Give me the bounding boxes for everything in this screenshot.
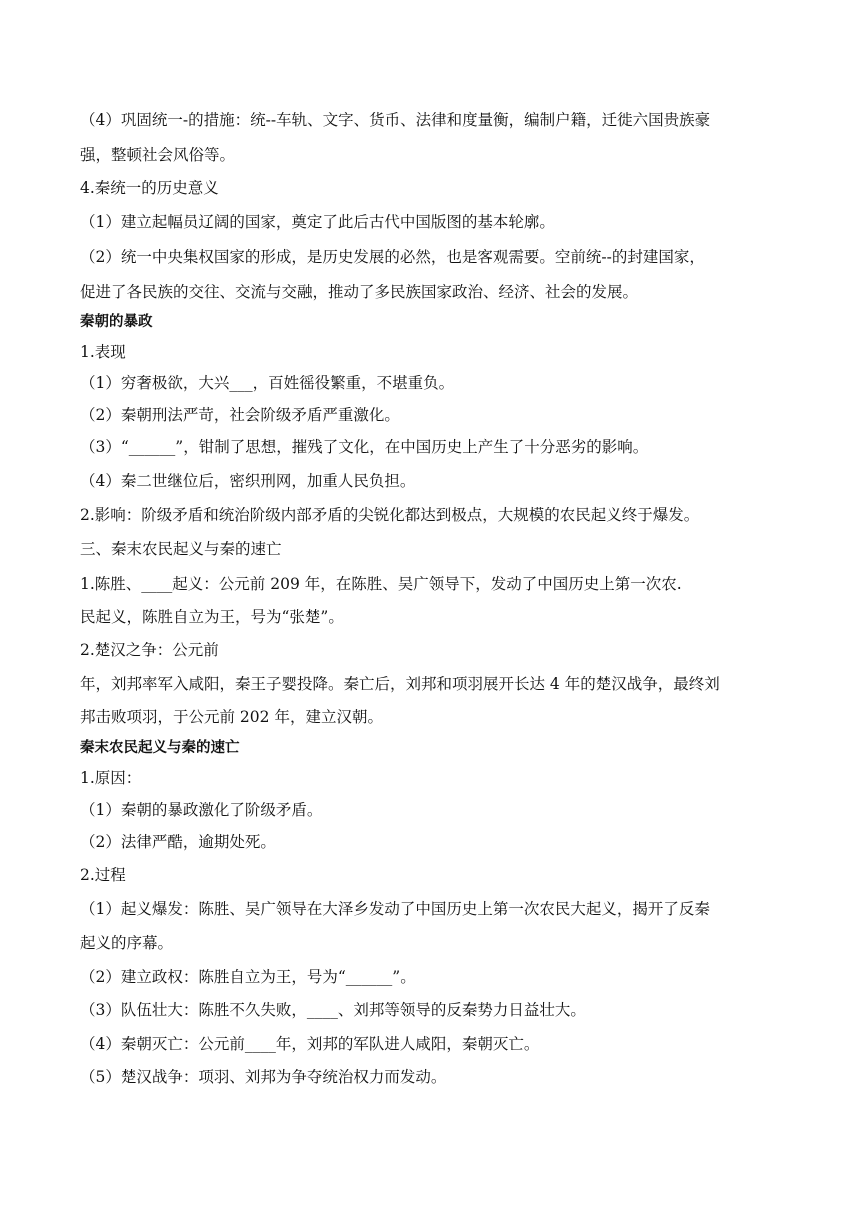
- section-heading: 三、秦末农民起义与秦的速亡: [80, 540, 282, 558]
- text-line: 年，刘邦率军入咸阳，秦王子婴投降。秦亡后，刘邦和项羽展开长达 4 年的楚汉战争，最终刘: [80, 675, 720, 693]
- section-heading: 2.过程: [80, 866, 126, 884]
- section-heading: 1.表现: [80, 343, 126, 361]
- text-line: （3）队伍壮大：陈胜不久失败，____、刘邦等领导的反秦势力日益壮大。: [80, 1001, 586, 1019]
- section-heading: 4.秦统一的历史意义: [80, 179, 219, 197]
- text-line: 起义的序幕。: [80, 934, 174, 952]
- text-line: （1）起义爆发：陈胜、吴广领导在大泽乡发动了中国历史上第一次农民大起义，揭开了反秦: [80, 900, 710, 918]
- text-line: （4）秦二世继位后，密织刑网，加重人民负担。: [80, 472, 416, 490]
- text-line: 邦击败项羽，于公元前 202 年，建立汉朝。: [80, 708, 383, 726]
- text-line: 1.陈胜、____起义：公元前 209 年，在陈胜、吴广领导下，发动了中国历史上第一次农.: [80, 575, 682, 593]
- text-line: （1）穷奢极欲，大兴___，百姓徭役繁重，不堪重负。: [80, 374, 455, 392]
- section-heading: 1.原因：: [80, 769, 142, 787]
- bold-heading: 秦末农民起义与秦的速亡: [80, 740, 240, 756]
- text-line: 强，整顿社会风俗等。: [80, 146, 236, 164]
- text-line: （3）“______”，钳制了思想，摧残了文化，在中国历史上产生了十分恶劣的影响。: [80, 438, 649, 456]
- text-line: （2）统一中央集权国家的形成，是历史发展的必然，也是客观需要。空前统--的封建国家，: [80, 248, 705, 266]
- text-line: 2.楚汉之争：公元前: [80, 641, 219, 659]
- bold-heading: 秦朝的暴政: [80, 314, 153, 330]
- text-line: 民起义，陈胜自立为王，号为“张楚”。: [80, 608, 344, 626]
- text-line: （2）秦朝刑法严苛，社会阶级矛盾严重激化。: [80, 406, 400, 424]
- text-line: （1）建立起幅员辽阔的国家，奠定了此后古代中国版图的基本轮廓。: [80, 213, 555, 231]
- text-line: （2）法律严酷，逾期处死。: [80, 833, 276, 851]
- text-line: （4）巩固统一-的措施：统--车轨、文字、货币、法律和度量衡，编制户籍，迁徙六国贵族豪: [80, 111, 711, 129]
- text-line: （4）秦朝灭亡：公元前____年，刘邦的军队进人咸阳，秦朝灭亡。: [80, 1035, 540, 1053]
- text-line: 促进了各民族的交往、交流与交融，推动了多民族国家政治、经济、社会的发展。: [80, 283, 639, 301]
- text-line: （1）秦朝的暴政激化了阶级矛盾。: [80, 801, 323, 819]
- text-line: （2）建立政权：陈胜自立为王，号为“______”。: [80, 968, 416, 986]
- text-line: 2.影响：阶级矛盾和统治阶级内部矛盾的尖锐化都达到极点，大规模的农民起义终于爆发。: [80, 506, 700, 524]
- text-line: （5）楚汉战争：项羽、刘邦为争夺统治权力而发动。: [80, 1068, 447, 1086]
